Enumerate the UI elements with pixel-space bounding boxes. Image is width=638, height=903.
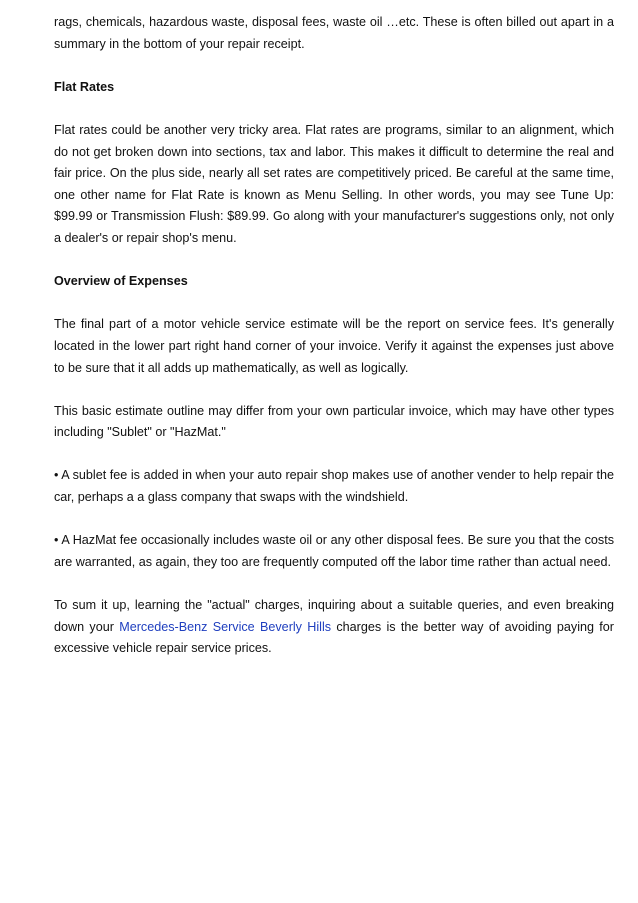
mercedes-benz-service-link[interactable]: Mercedes-Benz Service Beverly Hills <box>119 619 332 634</box>
intro-paragraph: rags, chemicals, hazardous waste, disposal fees, waste oil …etc. These is often billed out apart in a summary in the bottom of your repair receipt. <box>54 15 614 51</box>
hazmat-bullet: • A HazMat fee occasionally includes waste oil or any other disposal fees. Be sure you that the costs are warranted, as again, they too are frequently computed off the labor time rather than actual need. <box>54 533 614 569</box>
sublet-bullet: • A sublet fee is added in when your auto repair shop makes use of another vender to help repair the car, perhaps a a glass company that swaps with the windshield. <box>54 468 614 505</box>
conclusion-paragraph <box>54 595 614 660</box>
conclusion-text-before: To sum it up, learning the "actual" charges, inquiring about a suitable queries, and even breaking down your <box>54 598 614 634</box>
heading-flat-rates: Flat Rates <box>54 79 115 94</box>
overview-paragraph: The final part of a motor vehicle service estimate will be the report on service fees. It's generally located in the lower part right hand corner of your invoice. Verify it against the expenses just above to be sure that it all adds up mathematically, as well as logically. <box>54 317 614 375</box>
flat-rates-paragraph: Flat rates could be another very tricky area. Flat rates are programs, similar to an alignment, which do not get broken down into sections, tax and labor. This makes it difficult to determine the real and fair price. On the plus side, nearly all set rates are competitively priced. Be careful at the same time, one other name for Flat Rate is known as Menu Selling. In other words, you may see Tune Up: $99.99 or Transmission Flush: $89.99. Go along with your manufacturer's suggestions only, not only a dealer's or repair shop's menu. <box>54 122 614 245</box>
conclusion-text-after: charges is the better way of avoiding paying for excessive vehicle repair service prices. <box>54 619 614 656</box>
heading-overview-of-expenses: Overview of Expenses <box>54 274 188 289</box>
outline-note-paragraph: This basic estimate outline may differ from your own particular invoice, which may have other types including "Sublet" or "HazMat." <box>54 403 614 440</box>
document-page <box>54 12 614 681</box>
